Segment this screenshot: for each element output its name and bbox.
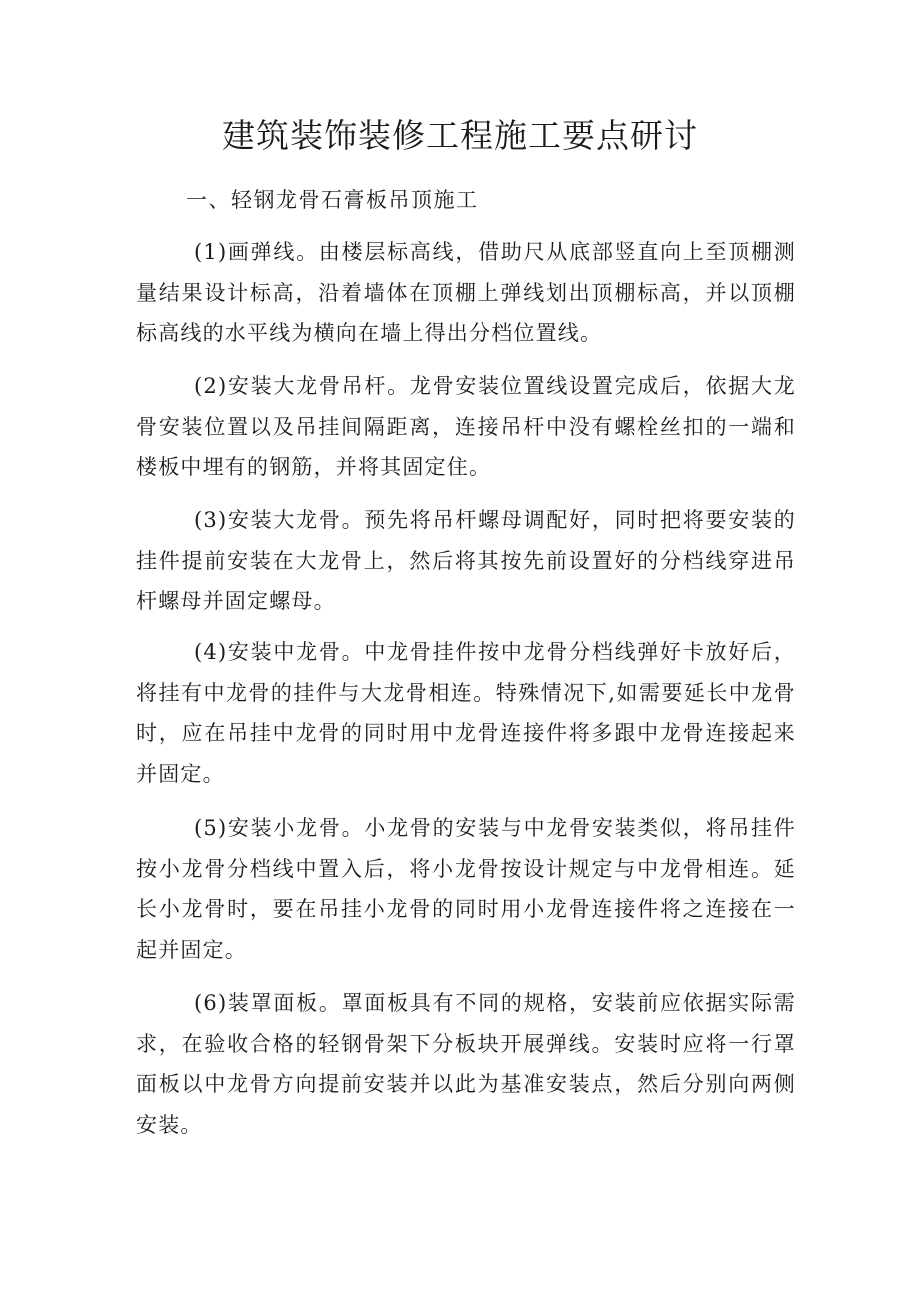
paragraph-1: (1)画弹线。由楼层标高线，借助尺从底部竖直向上至顶棚测量结果设计标高，沿着墙体在顶棚上弹线划出顶棚标高，并以顶棚标高线的水平线为横向在墙上得出分档位置线。 [136,240,796,345]
document-title: 建筑装饰装修工程施工要点研讨 [222,116,698,155]
paragraph-5: (5)安装小龙骨。小龙骨的安装与中龙骨安装类似，将吊挂件按小龙骨分档线中置入后，将小龙骨按设计规定与中龙骨相连。延长小龙骨时，要在吊挂小龙骨的同时用小龙骨连接件将之连接在一起并固定。 [136,816,796,962]
paragraph-6: (6)装罩面板。罩面板具有不同的规格，安装前应依据实际需求，在验收合格的轻钢骨架下分板块开展弹线。安装时应将一行罩面板以中龙骨方向提前安装并以此为基准安装点，然后分别向两侧安装。 [136,991,796,1137]
paragraph-2: (2)安装大龙骨吊杆。龙骨安装位置线设置完成后，依据大龙骨安装位置以及吊挂间隔距离，连接吊杆中没有螺栓丝扣的一端和楼板中埋有的钢筋，并将其固定住。 [136,374,796,479]
paragraph-4: (4)安装中龙骨。中龙骨挂件按中龙骨分档线弹好卡放好后，将挂有中龙骨的挂件与大龙骨相连。特殊情况下,如需要延长中龙骨时，应在吊挂中龙骨的同时用中龙骨连接件将多跟中龙骨连接起来并固定。 [136,640,796,786]
section-heading: 一、轻钢龙骨石膏板吊顶施工 [186,188,479,212]
paragraph-3: (3)安装大龙骨。预先将吊杆螺母调配好，同时把将要安装的挂件提前安装在大龙骨上，然后将其按先前设置好的分档线穿进吊杆螺母并固定螺母。 [136,508,796,613]
